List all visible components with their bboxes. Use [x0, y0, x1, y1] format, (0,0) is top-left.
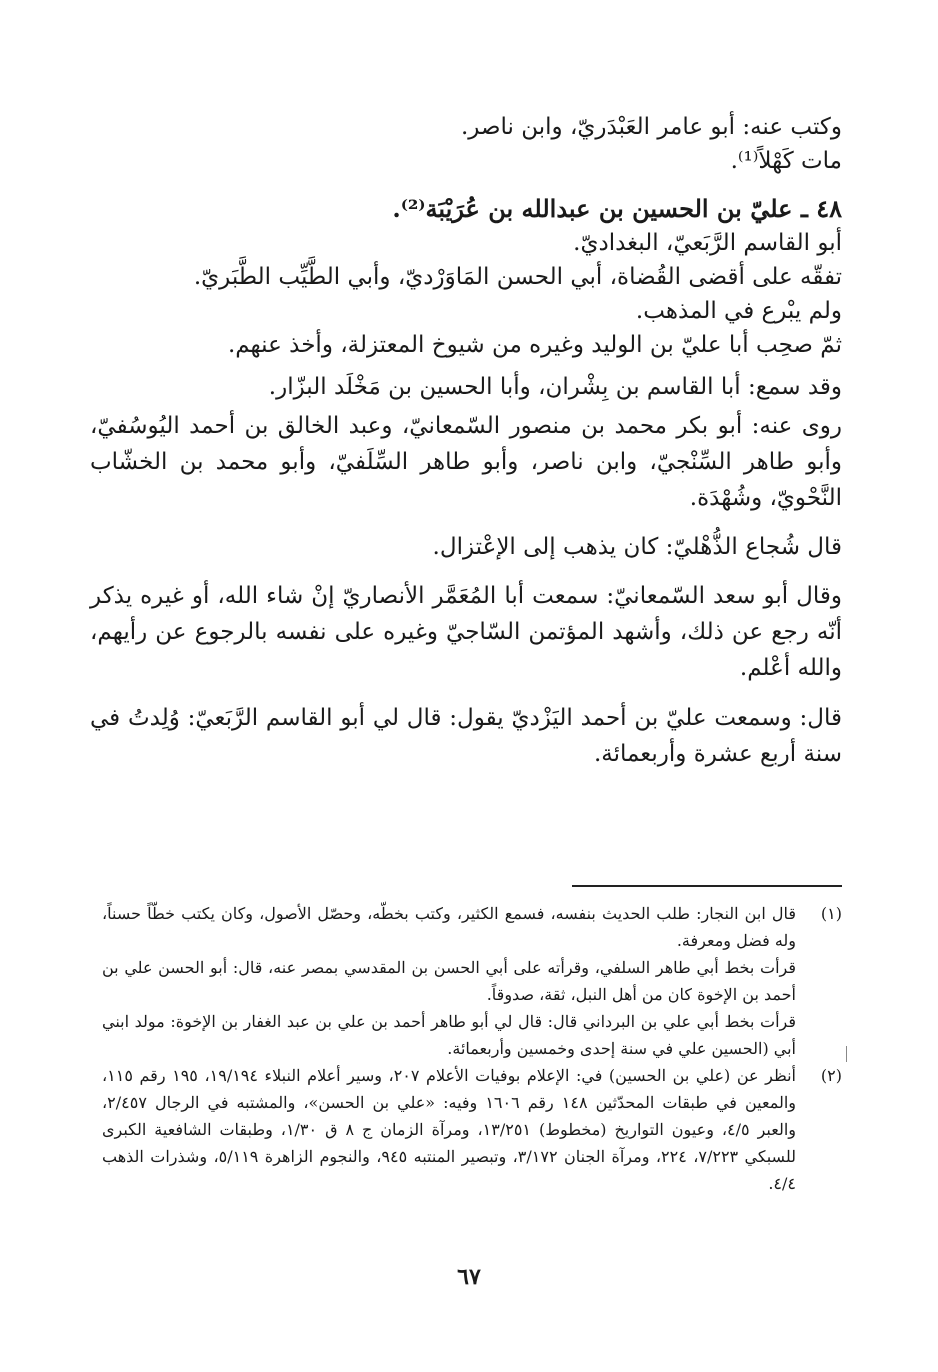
narrators-paragraph: روى عنه: أبو بكر محمد بن منصور السّمعانيّ، وعبد الخالق بن أحمد اليُوسُفيّ، وأبو طاهر السِّنْجيّ، وابن ناصر، وأبو طاهر السِّلَفيّ، وأبو محمد بن الخشّاب النَّحْويّ، وشُهْدَة. — [90, 413, 842, 511]
margin-mark — [846, 1046, 847, 1062]
entry-heading: ٤٨ ـ عليّ بن الحسين بن عبدالله بن عُرَيْبَة⁽²⁾. — [392, 194, 842, 223]
spacer — [90, 564, 842, 578]
text-line: ولم يبْرع في المذهب. — [635, 298, 842, 324]
footnote-body — [102, 1062, 796, 1197]
text-line: أبو القاسم الرَّبَعيّ، البغداديّ. — [573, 230, 842, 256]
birth-paragraph: قال: وسمعت عليّ بن أحمد اليَزْديّ يقول: قال لي أبو القاسم الرَّبَعيّ: وُلِدتُ في سنة أربع عشرة وأربعمائة. — [90, 705, 842, 767]
spacer — [90, 178, 842, 192]
footnote-separator — [572, 885, 842, 887]
text-line: تفقّه على أقضى القُضاة، أبي الحسن المَاوَرْديّ، وأبي الطَّيِّب الطَّبَريّ. — [193, 264, 842, 290]
footnote-2 — [102, 1062, 842, 1197]
footnote-paragraph: قال ابن النجار: طلب الحديث بنفسه، فسمع الكثير، وكتب بخطّه، وحصّل الأصول، وكان يكتب خطّاً حسناً، وله فضل ومعرفة. — [102, 904, 796, 950]
spacer — [90, 516, 842, 530]
spacer — [90, 362, 842, 370]
footnote-body — [102, 900, 796, 1062]
footnote-paragraph: قرأت بخط أبي طاهر السلفي، وقرأته على أبي الحسن بن المقدسي بمصر عنه، قال: أبو الحسن علي بن أحمد بن الإخوة كان من أهل النبل، ثقة، صدوقاً. — [102, 958, 796, 1004]
text-line: وقد سمع: أبا القاسم بن بِشْران، وأبا الحسين بن مَخْلَد البزّار. — [268, 374, 842, 400]
footnotes — [102, 900, 842, 1197]
text-line: مات كَهْلاً⁽¹⁾. — [730, 148, 842, 174]
footnote-paragraph: قرأت بخط أبي علي بن البرداني قال: قال لي أبو طاهر أحمد بن علي بن عبد الغفار بن الإخوة: مولد ابني أبي (الحسين علي في سنة إحدى وخمسين وأربعمائة. — [102, 1012, 796, 1058]
spacer — [90, 686, 842, 700]
page-number: ٦٧ — [457, 1264, 481, 1290]
text-line: وكتب عنه: أبو عامر العَبْدَريّ، وابن ناصر. — [461, 114, 842, 140]
footnote-number: (٢) — [820, 1066, 842, 1085]
text-line: قال شُجاع الذُّهْليّ: كان يذهب إلى الإعْتزال. — [432, 534, 842, 560]
samani-paragraph: وقال أبو سعد السّمعانيّ: سمعت أبا المُعَمَّر الأنصاريّ إنْ شاء الله، أو غيره يذكر أنّه رجع عن ذلك، وأشهد المؤتمن السّاجيّ وغيره على نفسه بالرجوع عن رأيهم، والله أعْلم. — [90, 583, 842, 681]
footnote-paragraph: أنظر عن (علي بن الحسين) في: الإعلام بوفيات الأعلام ٢٠٧، وسير أعلام النبلاء ١٩/١٩٤، ١٩٥ رقم ١١٥، والمعين في طبقات المحدّثين ١٤٨ رقم ١٦٠٦ وفيه: «علي بن الحسن»، والمشتبه في الرجال ٢/٤٥٧، والعبر ٤/٥، وعيون التواريخ (مخطوط) ١٣/٢٥١، ومرآة الزمان ج ٨ ق ١/٣٠، وطبقات الشافعية الكبرى للسبكي ٧/٢٢٣، ٢٢٤، ومرآة الجنان ٣/١٧٢، وتبصير المنتبه ٩٤٥، والنجوم الزاهرة ٥/١١٩، وشذرات الذهب ٤/٤. — [102, 1066, 797, 1193]
footnote-number: (١) — [820, 904, 842, 923]
text-line: ثمّ صحِب أبا عليّ بن الوليد وغيره من شيوخ المعتزلة، وأخذ عنهم. — [227, 332, 842, 358]
footnote-1 — [102, 900, 842, 1062]
main-text — [90, 110, 842, 772]
